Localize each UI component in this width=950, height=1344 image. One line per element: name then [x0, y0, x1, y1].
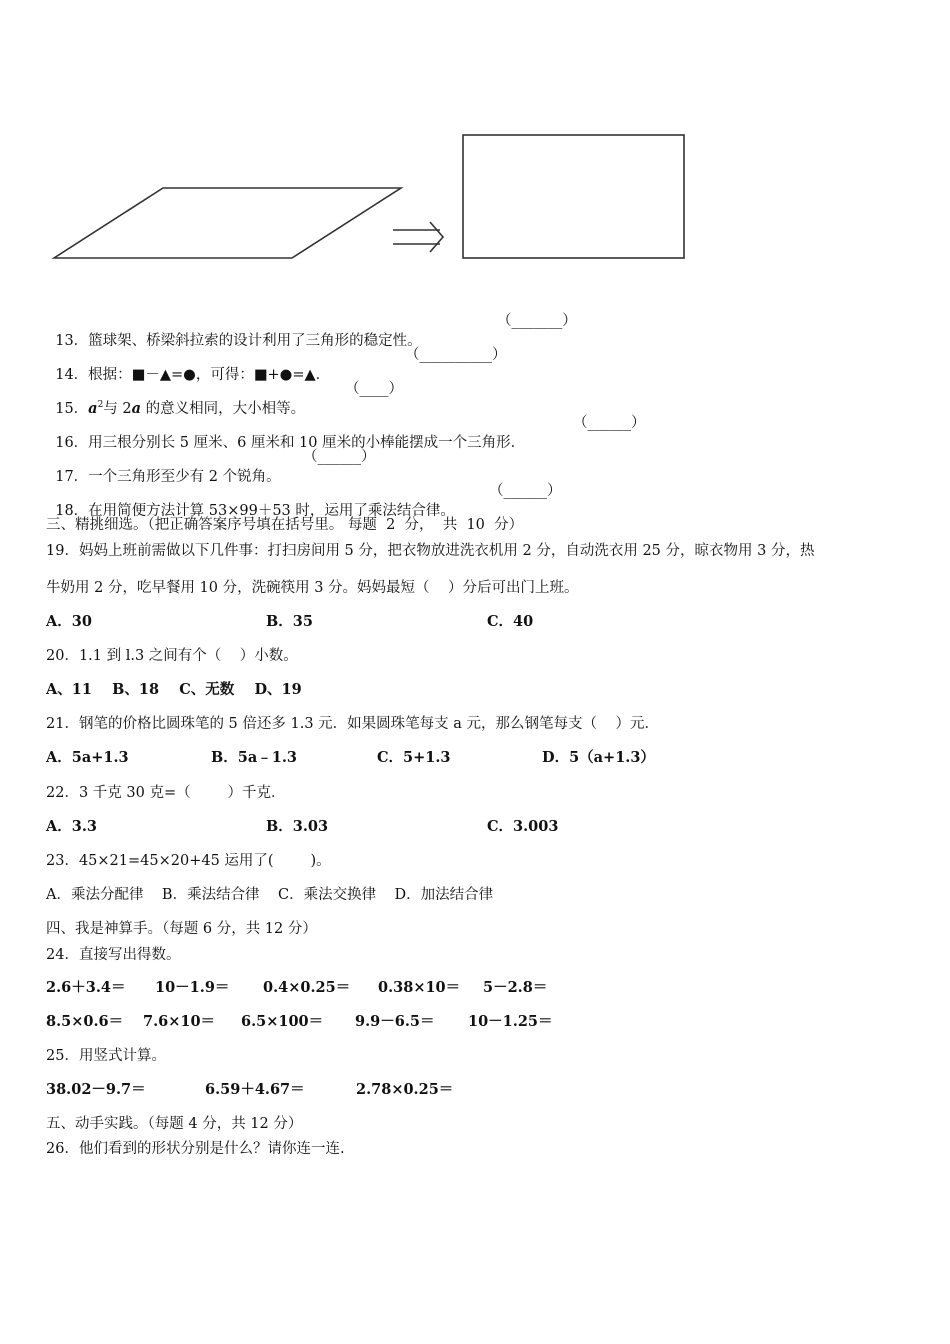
question-25: 25．用竖式计算。: [46, 1048, 166, 1064]
q23-options[interactable]: A．乘法分配律 B．乘法结合律 C．乘法交换律 D．加法结合律: [46, 887, 494, 903]
rectangle-shape: [463, 135, 684, 258]
calc-item: 6.5×100＝: [241, 1013, 324, 1030]
calc-item: 7.6×10＝: [143, 1013, 216, 1030]
section-5-heading: 五、动手实践。（每题 4 分，共 12 分）: [46, 1116, 303, 1132]
section-4-heading: 四、我是神算手。（每题 6 分，共 12 分）: [46, 921, 317, 937]
question-21: 21．钢笔的价格比圆珠笔的 5 倍还多 1.3 元．如果圆珠笔每支 a 元，那么钢笔每支（ ）元．: [46, 716, 659, 732]
q21-option-b[interactable]: B．5a﹣1.3: [211, 749, 297, 766]
question-13: 13．篮球架、桥梁斜拉索的设计利用了三角形的稳定性。: [55, 333, 422, 349]
parallelogram-to-rectangle-figure: [0, 0, 950, 300]
q21-option-d[interactable]: D．5（a+1.3）: [542, 749, 655, 766]
q19-option-b[interactable]: B．35: [266, 613, 313, 630]
question-26: 26．他们看到的形状分别是什么？请你连一连.: [46, 1141, 345, 1157]
calc-item: 5－2.8＝: [483, 979, 548, 996]
calc-item: 2.6＋3.4＝: [46, 979, 126, 996]
question-17: 17．一个三角形至少有 2 个锐角。: [55, 469, 281, 485]
q22-option-b[interactable]: B．3.03: [266, 818, 329, 835]
vertical-calc-item: 38.02－9.7＝: [46, 1081, 146, 1098]
q22-option-c[interactable]: C．3.003: [487, 818, 559, 835]
question-19-line1: 19．妈妈上班前需做以下几件事：打扫房间用 5 分，把衣物放进洗衣机用 2 分，自动洗衣用 25 分，晾衣物用 3 分，热: [46, 543, 815, 559]
calc-item: 0.4×0.25＝: [263, 979, 351, 996]
calc-item: 10－1.9＝: [155, 979, 230, 996]
question-16: 16．用三根分别长 5 厘米、6 厘米和 10 厘米的小棒能摆成一个三角形．: [55, 435, 526, 451]
calc-item: 0.38×10＝: [378, 979, 461, 996]
q20-options[interactable]: A、11 B、18 C、无数 D、19: [46, 681, 302, 698]
q21-option-c[interactable]: C．5+1.3: [377, 749, 451, 766]
question-23: 23．45×21=45×20+45 运用了( )。: [46, 853, 331, 869]
section-3-heading: 三、精挑细选。（把正确答案序号填在括号里。 每题 2 分， 共 10 分）: [46, 517, 524, 533]
answer-blank-17[interactable]: （______）: [303, 449, 376, 465]
vertical-calc-item: 6.59＋4.67＝: [205, 1081, 305, 1098]
question-22: 22．3 千克 30 克=（ ）千克．: [46, 785, 286, 801]
parallelogram-shape: [54, 188, 401, 258]
answer-blank-18[interactable]: （______）: [489, 483, 562, 499]
answer-blank-15[interactable]: （____）: [345, 381, 403, 397]
question-19-line2: 牛奶用 2 分，吃早餐用 10 分，洗碗筷用 3 分。妈妈最短（ ）分后可出门上班。: [46, 580, 579, 596]
q19-option-c[interactable]: C．40: [487, 613, 534, 630]
question-24: 24．直接写出得数。: [46, 947, 181, 963]
q22-option-a[interactable]: A．3.3: [46, 818, 97, 835]
calc-item: 9.9－6.5＝: [355, 1013, 435, 1030]
q19-option-a[interactable]: A．30: [46, 613, 92, 630]
question-15: 15．$a^2$与 2a 的意义相同，大小相等。: [55, 400, 306, 417]
answer-blank-16[interactable]: （______）: [573, 415, 646, 431]
double-arrow-icon: [393, 222, 443, 252]
calc-item: 8.5×0.6＝: [46, 1013, 124, 1030]
answer-blank-14[interactable]: （__________）: [405, 347, 507, 363]
question-14: 14．根据：■－▲=●，可得：■+●=▲．: [55, 367, 331, 383]
question-18: 18．在用简便方法计算 53×99＋53 时，运用了乘法结合律。: [55, 503, 455, 519]
question-20: 20．1.1 到 l.3 之间有个（ ）小数。: [46, 648, 298, 664]
answer-blank-13[interactable]: （_______）: [497, 313, 577, 329]
vertical-calc-item: 2.78×0.25＝: [356, 1081, 454, 1098]
calc-item: 10－1.25＝: [468, 1013, 553, 1030]
q21-option-a[interactable]: A．5a+1.3: [46, 749, 129, 766]
